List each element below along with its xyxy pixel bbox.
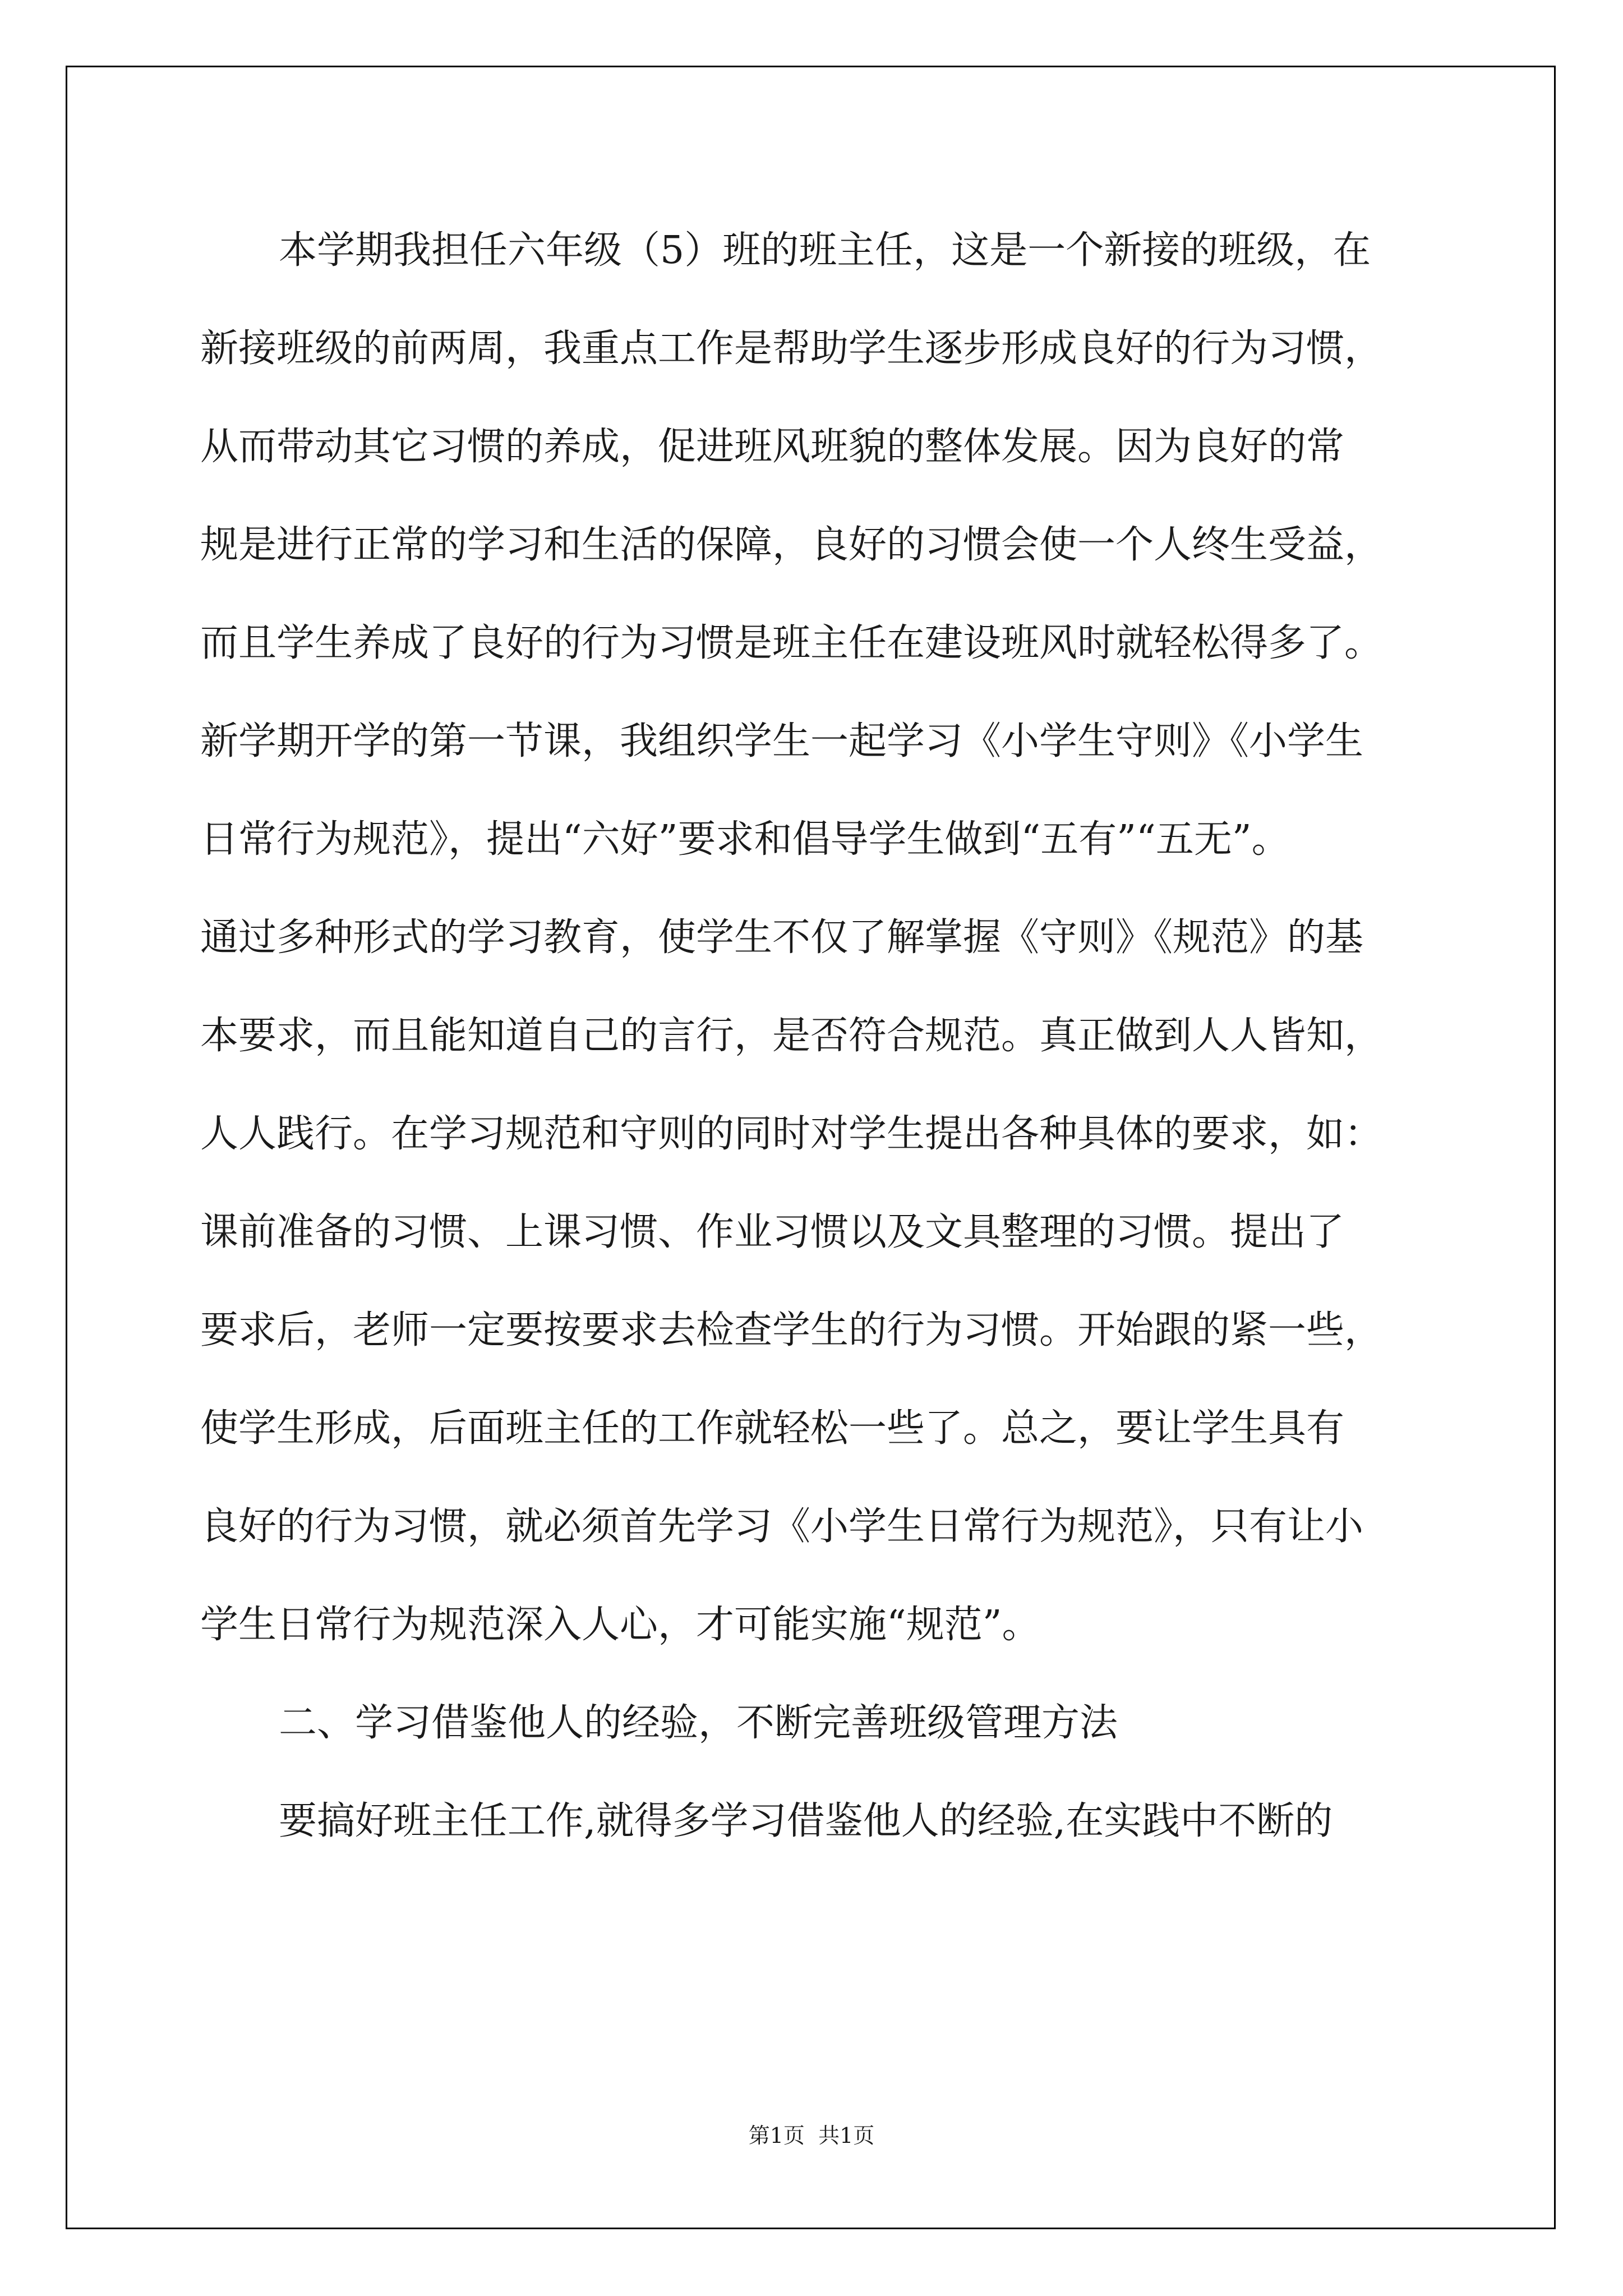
- text-line-6: 新学期开学的第一节课，我组织学生一起学习《小学生守则》《小学生: [200, 719, 1364, 763]
- text-line-13: 使学生形成，后面班主任的工作就轻松一些了。总之，要让学生具有: [200, 1406, 1345, 1451]
- text-line-4: 规是进行正常的学习和生活的保障，良好的习惯会使一个人终生受益，: [200, 523, 1383, 567]
- text-line-15: 学生日常行为规范深入人心，才可能实施“规范”。: [200, 1603, 1040, 1647]
- text-line-17: 要搞好班主任工作,就得多学习借鉴他人的经验,在实践中不断的: [279, 1799, 1333, 1843]
- text-line-9: 本要求，而且能知道自己的言行，是否符合规范。真正做到人人皆知，: [200, 1014, 1383, 1058]
- text-line-2: 新接班级的前两周，我重点工作是帮助学生逐步形成良好的行为习惯，: [200, 326, 1383, 371]
- text-line-12: 要求后，老师一定要按要求去检查学生的行为习惯。开始跟的紧一些，: [200, 1308, 1383, 1352]
- text-line-3: 从而带动其它习惯的养成，促进班风班貌的整体发展。因为良好的常: [200, 425, 1345, 469]
- text-line-7: 日常行为规范》，提出“六好”要求和倡导学生做到“五有”“五无”。: [200, 817, 1290, 862]
- text-line-5: 而且学生养成了良好的行为习惯是班主任在建设班风时就轻松得多了。: [200, 621, 1383, 665]
- text-line-11: 课前准备的习惯、上课习惯、作业习惯以及文具整理的习惯。提出了: [200, 1210, 1345, 1254]
- section-heading: 二、学习借鉴他人的经验，不断完善班级管理方法: [279, 1701, 1118, 1745]
- page-footer: 第1页 共1页: [748, 2123, 875, 2148]
- text-line-14: 良好的行为习惯，就必须首先学习《小学生日常行为规范》，只有让小: [200, 1504, 1364, 1549]
- text-line-8: 通过多种形式的学习教育，使学生不仅了解掌握《守则》《规范》的基: [200, 915, 1364, 960]
- text-line-1: 本学期我担任六年级（5）班的班主任，这是一个新接的班级，在: [279, 228, 1371, 273]
- text-line-10: 人人践行。在学习规范和守则的同时对学生提出各种具体的要求，如：: [200, 1112, 1383, 1156]
